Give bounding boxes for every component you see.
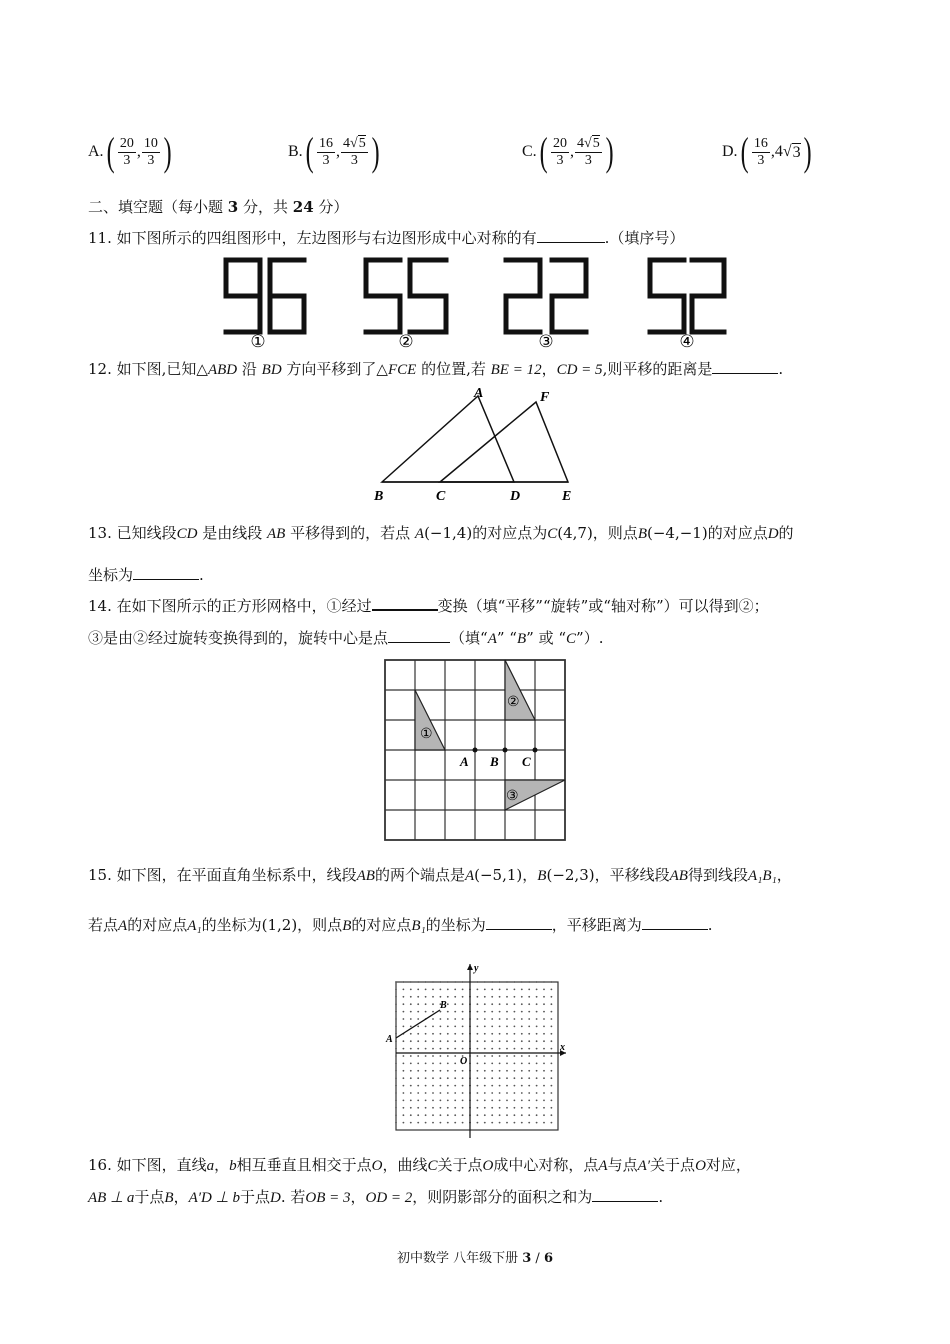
digit-2b: [552, 260, 586, 332]
dot-grid: [395, 981, 552, 1123]
point-c: [533, 748, 538, 753]
option-d: D. ( $\frac{16}{3}$ , 4 √ 3 ): [722, 129, 812, 174]
svg-text:E: E: [562, 489, 572, 504]
answer-blank[interactable]: [537, 228, 605, 243]
q14-grid-figure: [380, 656, 570, 844]
answer-blank[interactable]: [133, 565, 199, 580]
q12-figure: [366, 384, 586, 506]
y-arrow: [467, 964, 473, 970]
label-3: ③: [538, 332, 554, 350]
svg-text:x: x: [560, 1042, 565, 1053]
question-13: 13. 已知线段CD 是由线段 AB 平移得到的，若点 A(−1,4)的对应点为C(4,7)，则点B(−4,−1)的对应点D的: [88, 524, 794, 542]
question-14: 14. 在如下图所示的正方形网格中，①经过 变换（填“平移”“旋转”或“轴对称”）可以得到②；: [88, 597, 769, 615]
digit-6: [270, 260, 304, 332]
section-title: 二、填空题（每小题 3 分，共 24 分）: [88, 198, 349, 216]
svg-text:A: A: [474, 386, 484, 401]
page-footer: 初中数学 八年级下册 3 / 6: [396, 1251, 553, 1266]
svg-text:C: C: [436, 489, 446, 504]
answer-blank[interactable]: [486, 915, 552, 930]
question-15-line2: 若点A的对应点A₁的坐标为(1,2)，则点B的对应点B₁的坐标为 ，平移距离为 .: [88, 916, 713, 934]
svg-text:B: B: [440, 1000, 447, 1011]
question-16-line2: AB ⊥ a于点B，A′D ⊥ b于点D. 若OB = 3，OD = 2，则阴影部分的面积之和为 .: [88, 1188, 664, 1206]
answer-blank[interactable]: [592, 1187, 658, 1202]
svg-text:F: F: [540, 390, 550, 405]
label-1: ①: [250, 332, 266, 350]
digit-2: [506, 260, 540, 332]
svg-text:C: C: [522, 754, 531, 769]
q11-figure: [200, 252, 760, 350]
option-c: C. ( $\frac{20}{3}$ , $\frac{4√5}{3}$ ): [522, 129, 614, 174]
digit-9: [226, 260, 260, 332]
point-a: [473, 748, 478, 753]
question-13-line2: 坐标为 .: [88, 566, 204, 584]
svg-text:A: A: [386, 1034, 393, 1045]
digit-5: [366, 260, 400, 332]
question-12: 12. 如下图,已知△ABD 沿 BD 方向平移到了△FCE 的位置,若 BE = 12，CD = 5,则平移的距离是 .: [88, 360, 784, 378]
label-4: ④: [679, 332, 695, 350]
svg-text:②: ②: [507, 694, 520, 710]
triangle-fce: [440, 402, 568, 482]
digit-5c: [650, 260, 684, 332]
q15-coordinate-figure: [380, 960, 575, 1138]
answer-blank[interactable]: [372, 595, 438, 611]
option-b: B. ( $\frac{16}{3}$ , $\frac{4√5}{3}$ ): [288, 129, 380, 174]
point-b: [503, 748, 508, 753]
answer-blank[interactable]: [712, 359, 778, 374]
question-14-line2: ③是由②经过旋转变换得到的，旋转中心是点 （填“A” “B” 或 “C”）.: [88, 629, 604, 647]
digit-5b: [410, 260, 446, 332]
svg-text:O: O: [460, 1056, 468, 1067]
svg-text:③: ③: [506, 788, 519, 804]
question-15: 15. 如下图，在平面直角坐标系中，线段AB的两个端点是A(−5,1)，B(−2,3)，平移线段AB得到线段A₁B₁，: [88, 866, 792, 884]
svg-text:y: y: [474, 963, 479, 974]
answer-blank[interactable]: [642, 915, 708, 930]
svg-text:B: B: [374, 489, 384, 504]
triangle-abd: [382, 396, 514, 482]
question-11: 11. 如下图所示的四组图形中，左边图形与右边图形成中心对称的有 .（填序号）: [88, 229, 685, 247]
svg-text:①: ①: [420, 726, 433, 742]
option-a: A. ( $\frac{20}{3}$ , $\frac{10}{3}$ ): [88, 129, 172, 174]
svg-text:A: A: [460, 754, 469, 769]
svg-text:B: B: [490, 754, 499, 769]
label-2: ②: [398, 332, 414, 350]
answer-blank[interactable]: [388, 628, 450, 643]
question-16: 16. 如下图，直线a，b相互垂直且相交于点O，曲线C关于点O成中心对称，点A与点A′关于点O对应，: [88, 1156, 751, 1174]
digit-2c: [692, 260, 724, 332]
svg-text:D: D: [510, 489, 521, 504]
